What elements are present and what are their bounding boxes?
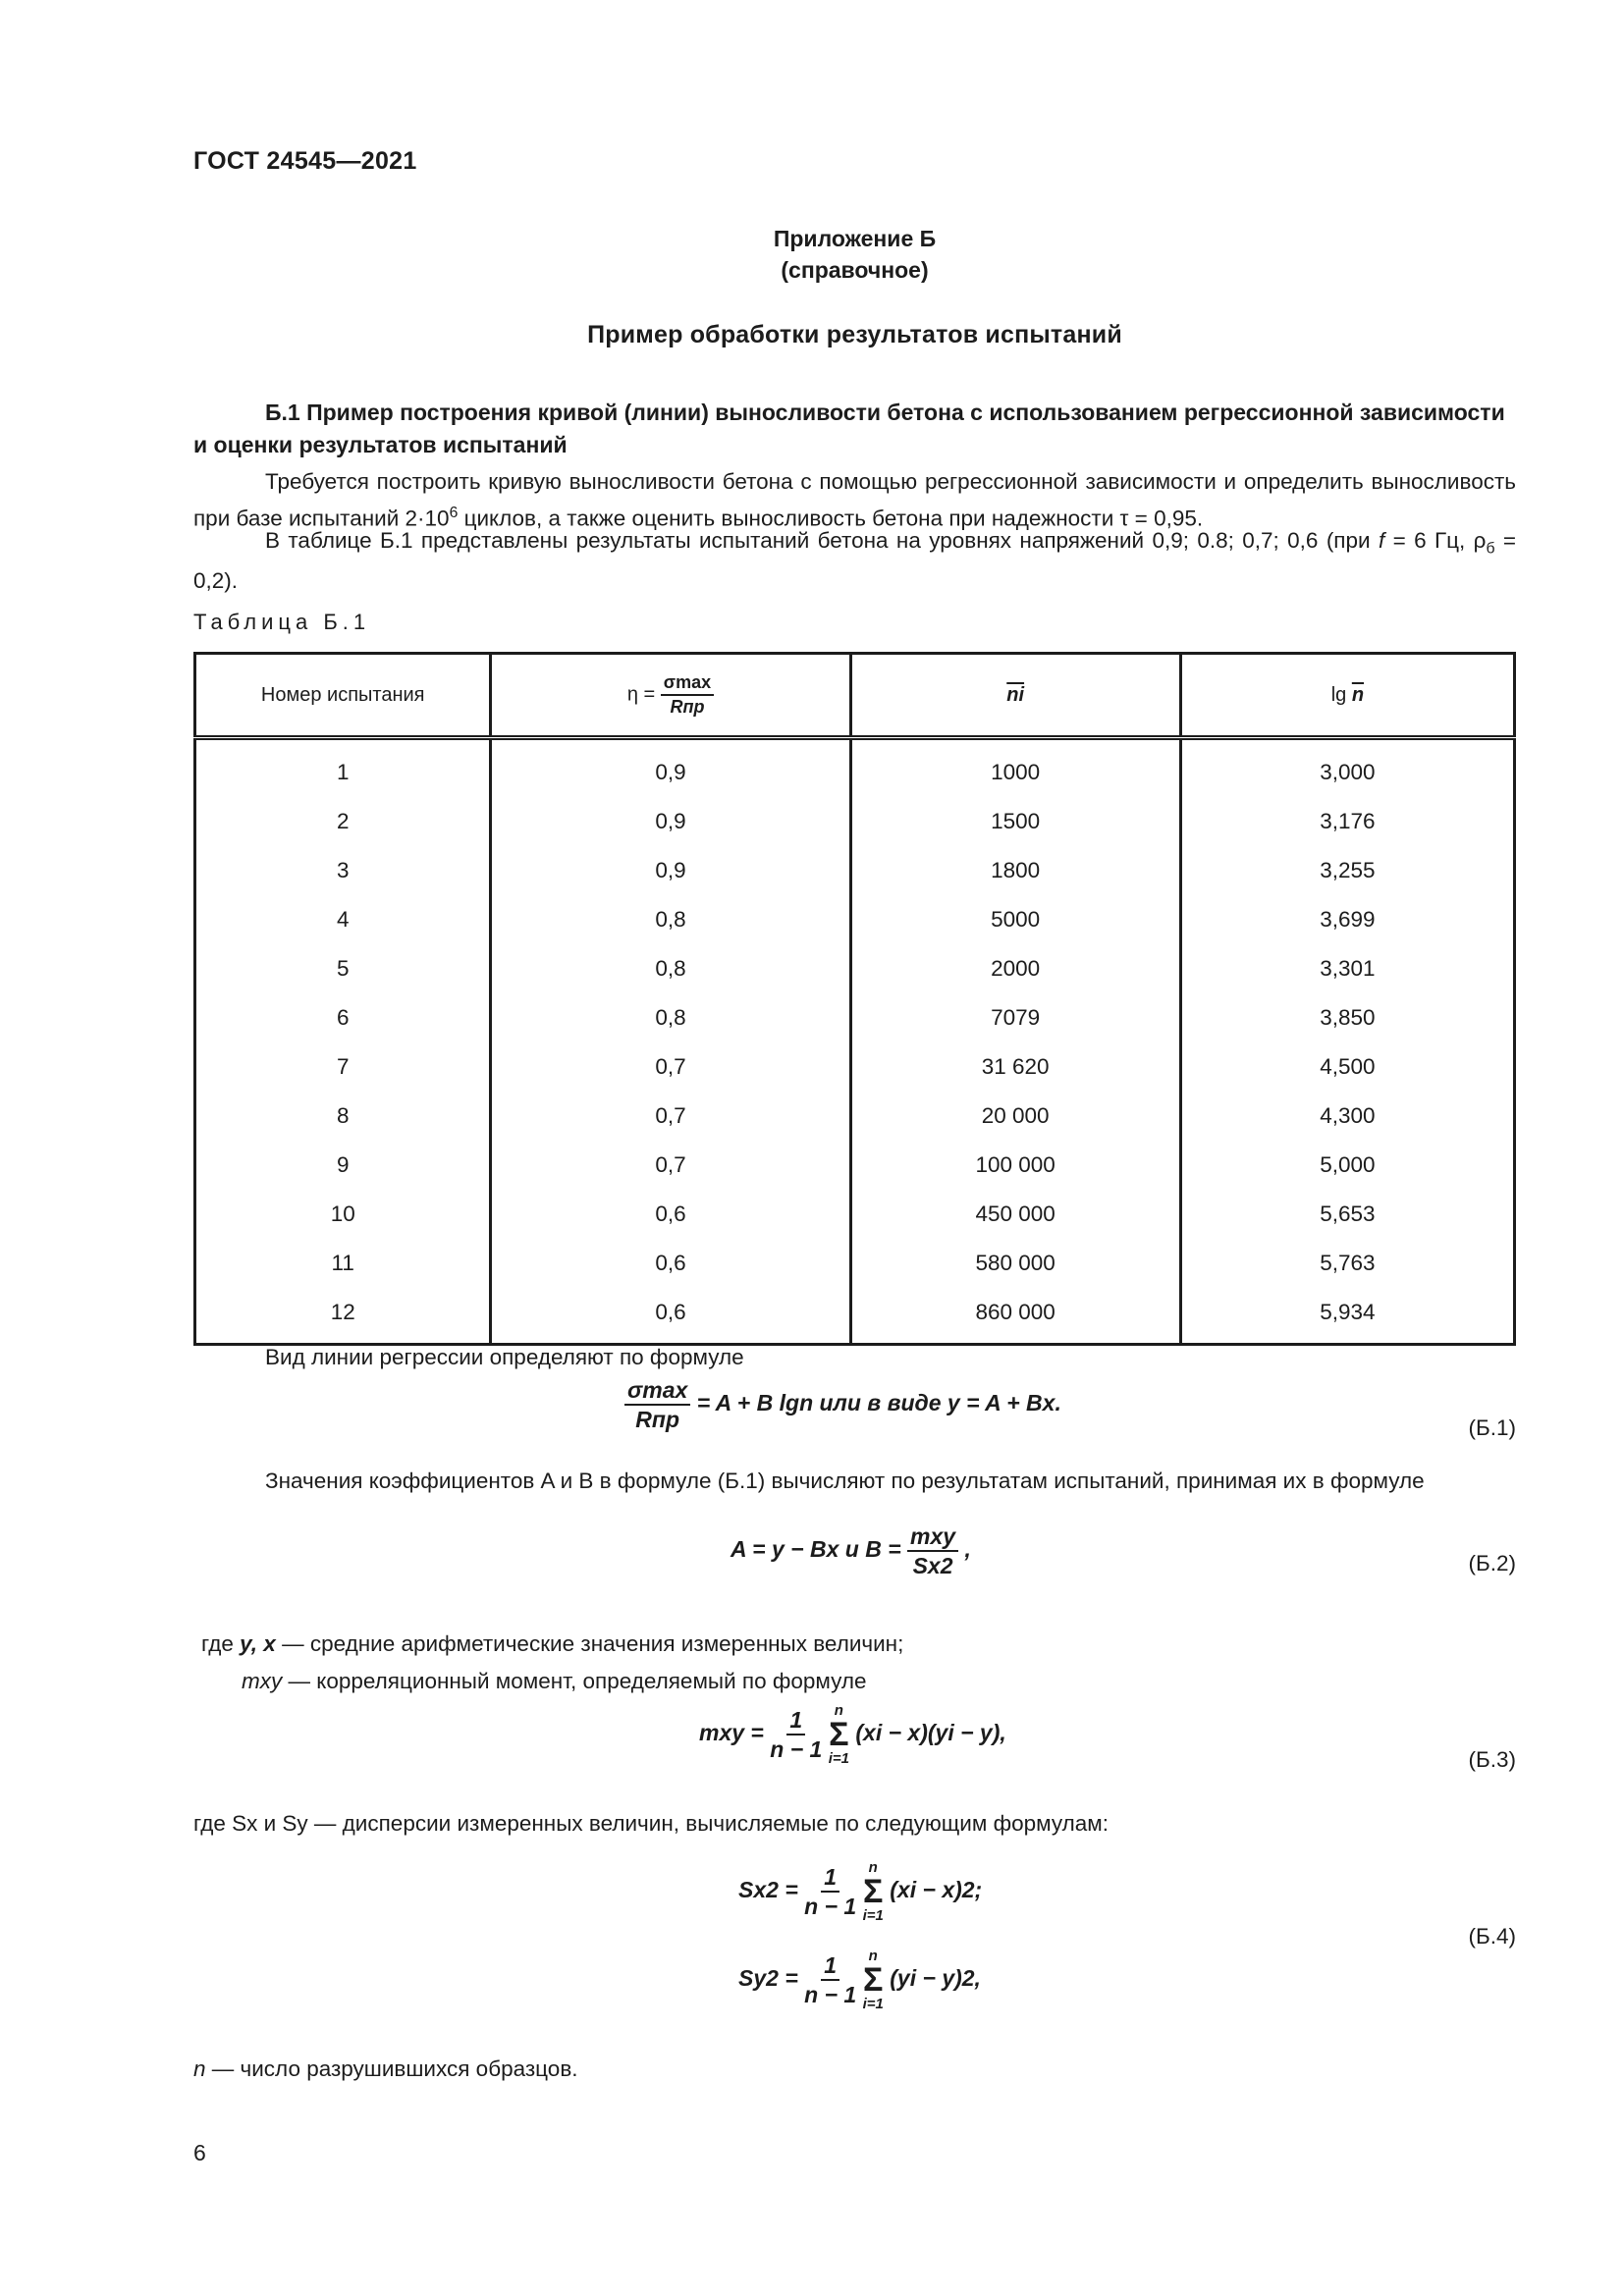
- formula-b2-denominator: Sx2: [912, 1553, 953, 1578]
- annex-main-title: Пример обработки результатов испытаний: [587, 321, 1122, 348]
- paragraph-intro-text-a: В таблице Б.1 представлены результаты испытаний бетона на уровнях напряжений 0,9; 0.8; 0,7; 0,6 (при: [265, 528, 1379, 553]
- document-code: ГОСТ 24545—2021: [193, 147, 417, 175]
- cell-n-mean: 450 000: [850, 1190, 1180, 1239]
- cell-test-number: 7: [195, 1042, 491, 1092]
- cell-eta: 0,8: [491, 993, 850, 1042]
- paragraph-intro-text-b: = 6 Гц, ρ: [1384, 528, 1487, 553]
- formula-b4-x: [738, 1860, 982, 1923]
- cell-test-number: 4: [195, 895, 491, 944]
- header-test-number: Номер испытания: [195, 654, 491, 738]
- paragraph-intro-text-c: = 0,2).: [193, 528, 1516, 593]
- table-caption: Таблица Б.1: [193, 610, 371, 634]
- table-header-row: [195, 654, 1515, 738]
- results-table: [193, 652, 1516, 1346]
- cell-eta: 0,8: [491, 895, 850, 944]
- cell-n-mean: 2000: [850, 944, 1180, 993]
- formula-b2-left: A = y − Bx и B =: [731, 1536, 901, 1563]
- cell-n-mean: 580 000: [850, 1239, 1180, 1288]
- header-eta-symbol: η =: [626, 683, 656, 706]
- where-lead: где: [201, 1631, 234, 1656]
- table-row: [195, 1141, 1515, 1190]
- table-row: [195, 846, 1515, 895]
- sum-upper: n: [834, 1702, 843, 1719]
- formula-b3-label: (Б.3): [1468, 1747, 1516, 1772]
- header-lg-n-symbol: $\overline{n}$: [1351, 683, 1365, 706]
- header-lg-n: [1180, 654, 1514, 738]
- header-eta-denominator: Rпр: [670, 697, 705, 717]
- cell-n-mean: 100 000: [850, 1141, 1180, 1190]
- cell-n-mean: 20 000: [850, 1092, 1180, 1141]
- paragraph-task-text-a: Требуется построить кривую выносливости бетона с помощью регрессионной зависимости и определить выносливость при базе испытаний 2·10: [193, 469, 1516, 531]
- sum-upper: n: [868, 1948, 878, 1964]
- sigma-icon: Σ: [863, 1961, 884, 1999]
- formula-b4-y: [738, 1949, 981, 2011]
- header-n-mean: [850, 654, 1180, 738]
- formula-b1-fraction: [624, 1378, 690, 1431]
- where-mean-values: [201, 1631, 903, 1657]
- cell-lg-n: 3,301: [1180, 944, 1514, 993]
- formula-b3-denominator: n − 1: [770, 1736, 823, 1762]
- header-eta-numerator: σmax: [661, 672, 714, 696]
- table-row: [195, 993, 1515, 1042]
- where-dispersions: где Sx и Sy — дисперсии измеренных величин, вычисляемые по следующим формулам:: [193, 1811, 1109, 1836]
- formula-b1-label: (Б.1): [1468, 1415, 1516, 1440]
- cell-test-number: 6: [195, 993, 491, 1042]
- cell-test-number: 1: [195, 738, 491, 798]
- table-row: [195, 738, 1515, 798]
- cell-test-number: 2: [195, 797, 491, 846]
- formula-b2-intro: Значения коэффициентов A и B в формуле (Б.1) вычисляют по результатам испытаний, принимая их в формуле: [265, 1468, 1425, 1493]
- where-mxy-symbol: mxy: [242, 1669, 283, 1693]
- cell-eta: 0,6: [491, 1239, 850, 1288]
- header-lg-label: lg: [1330, 683, 1352, 706]
- table-row: [195, 1288, 1515, 1345]
- cell-eta: 0,9: [491, 738, 850, 798]
- where-correlation-moment: [242, 1669, 867, 1694]
- formula-b4y-numerator: 1: [821, 1953, 839, 1981]
- formula-b2-label: (Б.2): [1468, 1551, 1516, 1575]
- sum-lower: i=1: [828, 1750, 849, 1767]
- sum-lower: i=1: [862, 1996, 884, 2012]
- section-title: Б.1 Пример построения кривой (линии) выносливости бетона с использованием регрессионной зависимости и оценки результатов испытаний: [193, 400, 1505, 457]
- formula-b2-fraction: [907, 1524, 958, 1577]
- table-row: [195, 1092, 1515, 1141]
- formula-b2-numerator: mxy: [907, 1524, 958, 1552]
- cell-n-mean: 31 620: [850, 1042, 1180, 1092]
- final-note-n-symbol: n: [193, 2056, 206, 2081]
- cell-lg-n: 5,000: [1180, 1141, 1514, 1190]
- formula-b4x-sum: [863, 1860, 884, 1923]
- annex-title: Приложение Б: [773, 226, 937, 251]
- formula-b1: [624, 1378, 1061, 1431]
- formula-b3-sum: [829, 1703, 849, 1766]
- cell-lg-n: 3,699: [1180, 895, 1514, 944]
- formula-b4y-fraction: [804, 1953, 856, 2006]
- cell-lg-n: 4,300: [1180, 1092, 1514, 1141]
- page-number: 6: [193, 2140, 206, 2165]
- formula-b4y-left: Sy2 =: [738, 1965, 798, 1992]
- cell-test-number: 5: [195, 944, 491, 993]
- table-row: [195, 1190, 1515, 1239]
- paragraph-intro-f-symbol: f: [1378, 528, 1385, 553]
- paragraph-table-intro: [193, 525, 1516, 597]
- cell-eta: 0,7: [491, 1042, 850, 1092]
- final-note: [193, 2056, 578, 2082]
- table-row: [195, 1042, 1515, 1092]
- cell-test-number: 9: [195, 1141, 491, 1190]
- cell-n-mean: 5000: [850, 895, 1180, 944]
- formula-b1-numerator: σmax: [624, 1378, 690, 1406]
- table-row: [195, 797, 1515, 846]
- cell-eta: 0,6: [491, 1288, 850, 1345]
- cell-eta: 0,9: [491, 846, 850, 895]
- paragraph-task-text-b: циклов, а также оценить выносливость бетона при надежности τ = 0,95.: [458, 506, 1204, 531]
- formula-b4x-fraction: [804, 1865, 856, 1918]
- formula-b4x-left: Sx2 =: [738, 1877, 798, 1903]
- formula-b4x-right: (xi − x)2;: [890, 1877, 983, 1903]
- paragraph-intro-rho-subscript: б: [1486, 540, 1495, 558]
- formula-b2: [731, 1524, 971, 1577]
- paragraph-task-exponent: 6: [449, 505, 459, 521]
- formula-b1-expression: = A + B lgn или в виде y = A + Bx.: [696, 1390, 1061, 1416]
- where-mean-text: — средние арифметические значения измеренных величин;: [282, 1631, 904, 1656]
- cell-test-number: 10: [195, 1190, 491, 1239]
- sigma-icon: Σ: [829, 1716, 849, 1753]
- formula-b4y-right: (yi − y)2,: [890, 1965, 981, 1992]
- formula-b4x-denominator: n − 1: [804, 1894, 857, 1919]
- cell-n-mean: 7079: [850, 993, 1180, 1042]
- cell-n-mean: 860 000: [850, 1288, 1180, 1345]
- cell-lg-n: 5,934: [1180, 1288, 1514, 1345]
- cell-test-number: 11: [195, 1239, 491, 1288]
- formula-b4y-denominator: n − 1: [804, 1982, 857, 2007]
- where-mean-symbols: y, x: [240, 1631, 276, 1656]
- final-note-text: — число разрушившихся образцов.: [205, 2056, 578, 2081]
- formula-b4-label: (Б.4): [1468, 1924, 1516, 1949]
- cell-test-number: 3: [195, 846, 491, 895]
- cell-test-number: 8: [195, 1092, 491, 1141]
- where-mxy-text: — корреляционный момент, определяемый по формуле: [288, 1669, 867, 1693]
- cell-eta: 0,8: [491, 944, 850, 993]
- cell-lg-n: 3,255: [1180, 846, 1514, 895]
- cell-lg-n: 3,850: [1180, 993, 1514, 1042]
- sigma-icon: Σ: [863, 1873, 884, 1910]
- formula-b1-denominator: Rпр: [635, 1407, 679, 1432]
- table-row: [195, 944, 1515, 993]
- sum-upper: n: [868, 1859, 878, 1876]
- cell-n-mean: 1500: [850, 797, 1180, 846]
- cell-lg-n: 5,763: [1180, 1239, 1514, 1288]
- formula-b3-right: (xi − x)(yi − y),: [855, 1720, 1006, 1746]
- cell-lg-n: 4,500: [1180, 1042, 1514, 1092]
- sum-lower: i=1: [862, 1907, 884, 1924]
- table-row: [195, 1239, 1515, 1288]
- cell-eta: 0,6: [491, 1190, 850, 1239]
- formula-b4x-numerator: 1: [821, 1865, 839, 1893]
- cell-eta: 0,7: [491, 1092, 850, 1141]
- formula-b2-tail: ,: [964, 1536, 971, 1563]
- formula-b3-fraction: [770, 1708, 822, 1761]
- formula-b3-numerator: 1: [786, 1708, 805, 1735]
- cell-lg-n: 5,653: [1180, 1190, 1514, 1239]
- header-eta: [491, 654, 850, 738]
- cell-lg-n: 3,000: [1180, 738, 1514, 798]
- formula-b3-left: mxy =: [699, 1720, 764, 1746]
- cell-eta: 0,9: [491, 797, 850, 846]
- cell-eta: 0,7: [491, 1141, 850, 1190]
- annex-type: (справочное): [781, 257, 929, 283]
- cell-n-mean: 1000: [850, 738, 1180, 798]
- header-n-mean-label: $\overline{ni}$: [1006, 683, 1025, 706]
- formula-b1-intro: Вид линии регрессии определяют по формуле: [265, 1345, 744, 1369]
- formula-b3: [699, 1703, 1006, 1766]
- cell-lg-n: 3,176: [1180, 797, 1514, 846]
- cell-n-mean: 1800: [850, 846, 1180, 895]
- table-row: [195, 895, 1515, 944]
- header-eta-fraction: [661, 672, 714, 718]
- cell-test-number: 12: [195, 1288, 491, 1345]
- formula-b4y-sum: [863, 1949, 884, 2011]
